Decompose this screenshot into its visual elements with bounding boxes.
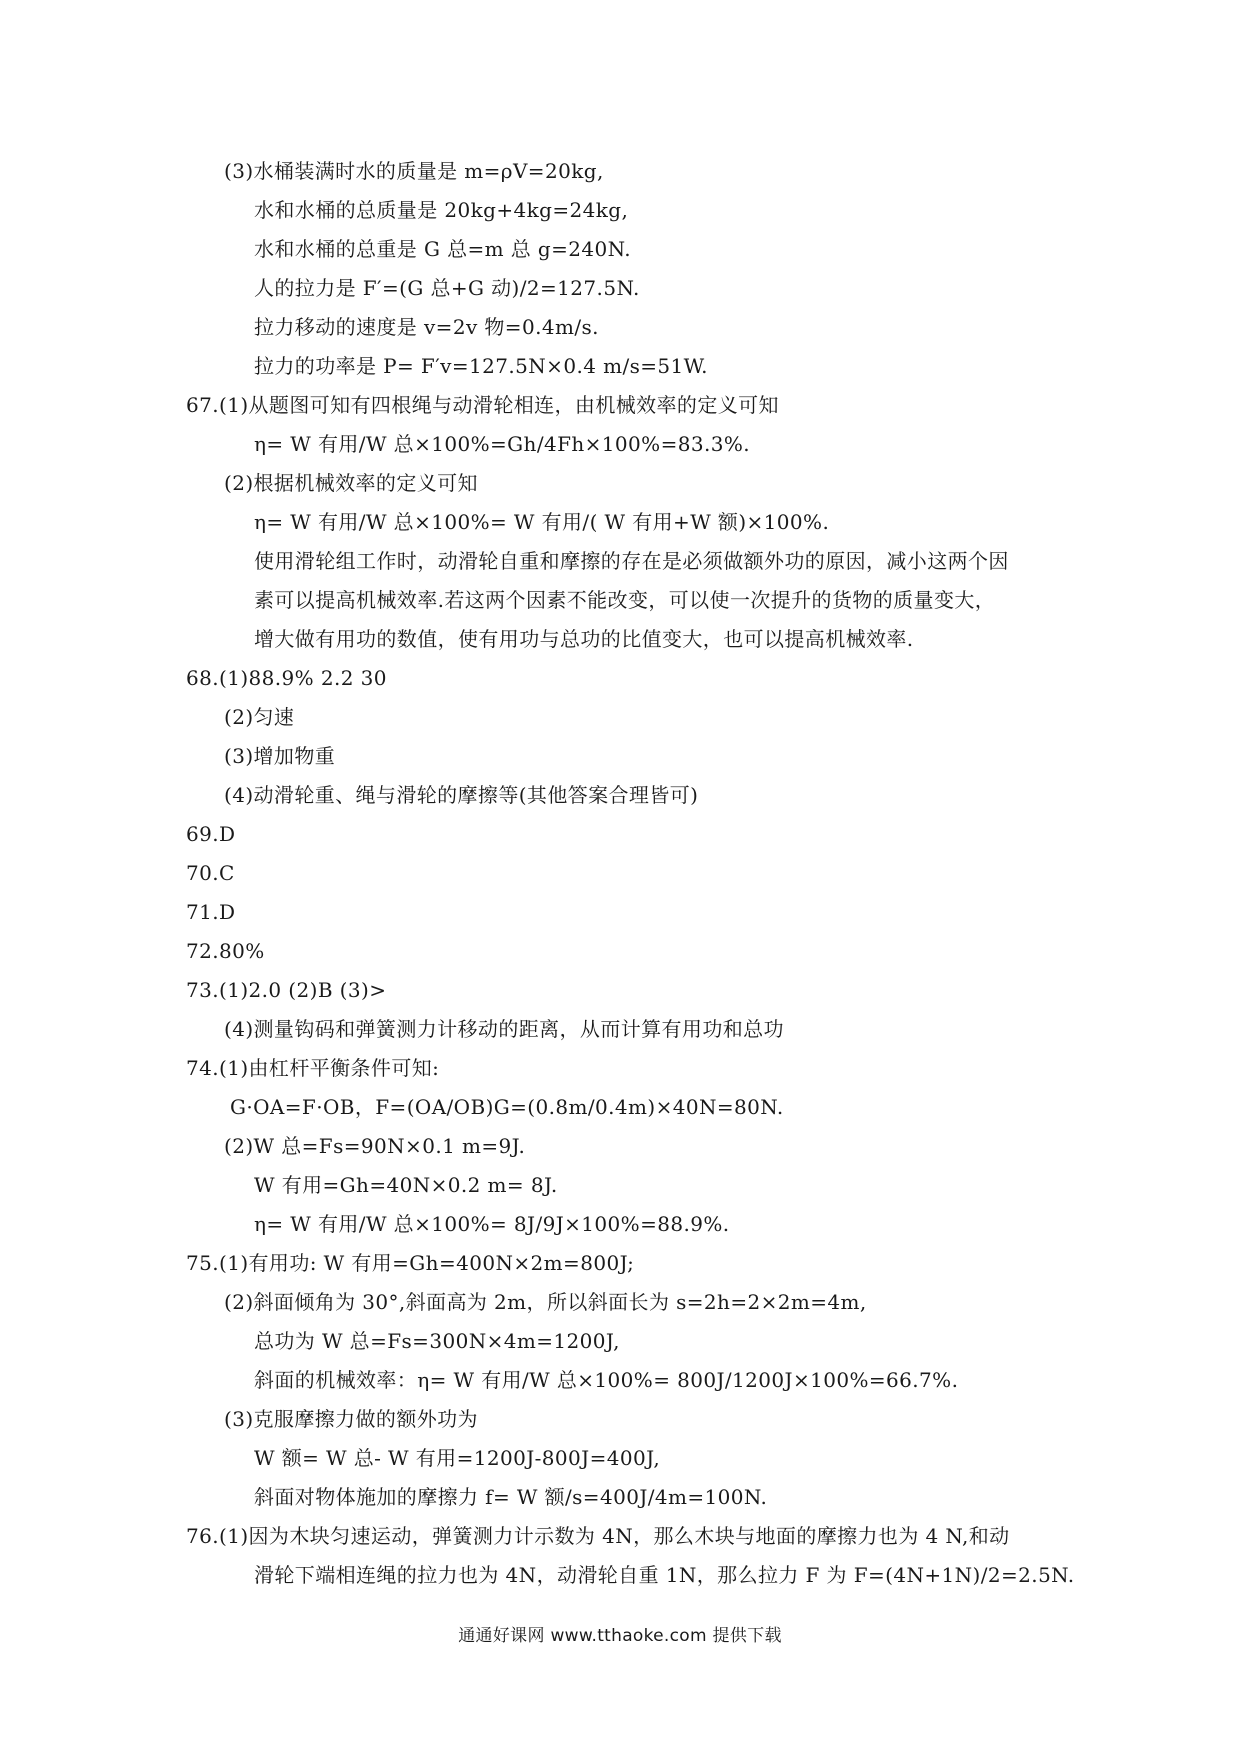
text-line: 68.(1)88.9% 2.2 30 [186, 666, 387, 690]
text-line: 斜面的机械效率：η= W 有用/W 总×100%= 800J/1200J×100%=66.7%. [254, 1368, 959, 1392]
text-line: (4)测量钩码和弹簧测力计移动的距离，从而计算有用功和总功 [224, 1017, 784, 1041]
text-line: W 有用=Gh=40N×0.2 m= 8J. [254, 1173, 558, 1197]
text-line: 水和水桶的总质量是 20kg+4kg=24kg, [254, 198, 629, 222]
text-line: 增大做有用功的数值，使有用功与总功的比值变大，也可以提高机械效率. [254, 627, 914, 651]
text-line: 71.D [186, 900, 236, 924]
text-line: 拉力移动的速度是 v=2v 物=0.4m/s. [254, 315, 599, 339]
text-line: (2)匀速 [224, 705, 295, 729]
text-line: (3)增加物重 [224, 744, 336, 768]
text-line: (2)根据机械效率的定义可知 [224, 471, 478, 495]
text-line: (4)动滑轮重、绳与滑轮的摩擦等(其他答案合理皆可) [224, 783, 699, 807]
page-footer: 通通好课网 www.tthaoke.com 提供下载 [458, 1626, 782, 1646]
text-line: W 额= W 总- W 有用=1200J-800J=400J, [254, 1446, 661, 1470]
text-line: 人的拉力是 F′=(G 总+G 动)/2=127.5N. [254, 276, 640, 300]
text-line: 72.80% [186, 939, 265, 963]
text-line: 素可以提高机械效率.若这两个因素不能改变，可以使一次提升的货物的质量变大， [254, 588, 996, 612]
text-line: G·OA=F·OB，F=(OA/OB)G=(0.8m/0.4m)×40N=80N. [230, 1095, 784, 1119]
text-line: 75.(1)有用功: W 有用=Gh=400N×2m=800J; [186, 1251, 635, 1275]
text-line: 73.(1)2.0 (2)B (3)> [186, 978, 387, 1002]
text-line: 74.(1)由杠杆平衡条件可知: [186, 1056, 440, 1080]
text-line: 76.(1)因为木块匀速运动，弹簧测力计示数为 4N，那么木块与地面的摩擦力也为 4 N,和动 [186, 1524, 1010, 1548]
text-line: η= W 有用/W 总×100%= 8J/9J×100%=88.9%. [254, 1212, 730, 1236]
text-line: η= W 有用/W 总×100%= W 有用/( W 有用+W 额)×100%. [254, 510, 830, 534]
text-line: 70.C [186, 861, 235, 885]
text-line: 滑轮下端相连绳的拉力也为 4N，动滑轮自重 1N，那么拉力 F 为 F=(4N+1N)/2=2.5N. [254, 1563, 1075, 1587]
text-line: (2)斜面倾角为 30°,斜面高为 2m，所以斜面长为 s=2h=2×2m=4m, [224, 1290, 867, 1314]
text-line: 使用滑轮组工作时，动滑轮自重和摩擦的存在是必须做额外功的原因，减小这两个因 [254, 549, 1009, 573]
text-line: 拉力的功率是 P= F′v=127.5N×0.4 m/s=51W. [254, 354, 708, 378]
text-line: 水和水桶的总重是 G 总=m 总 g=240N. [254, 237, 632, 261]
text-line: 69.D [186, 822, 236, 846]
text-line: 斜面对物体施加的摩擦力 f= W 额/s=400J/4m=100N. [254, 1485, 768, 1509]
text-line: (2)W 总=Fs=90N×0.1 m=9J. [224, 1134, 526, 1158]
text-line: 67.(1)从题图可知有四根绳与动滑轮相连，由机械效率的定义可知 [186, 393, 779, 417]
text-line: (3)克服摩擦力做的额外功为 [224, 1407, 478, 1431]
text-line: (3)水桶装满时水的质量是 m=ρV=20kg, [224, 159, 604, 183]
text-line: 总功为 W 总=Fs=300N×4m=1200J, [254, 1329, 620, 1353]
text-line: η= W 有用/W 总×100%=Gh/4Fh×100%=83.3%. [254, 432, 751, 456]
